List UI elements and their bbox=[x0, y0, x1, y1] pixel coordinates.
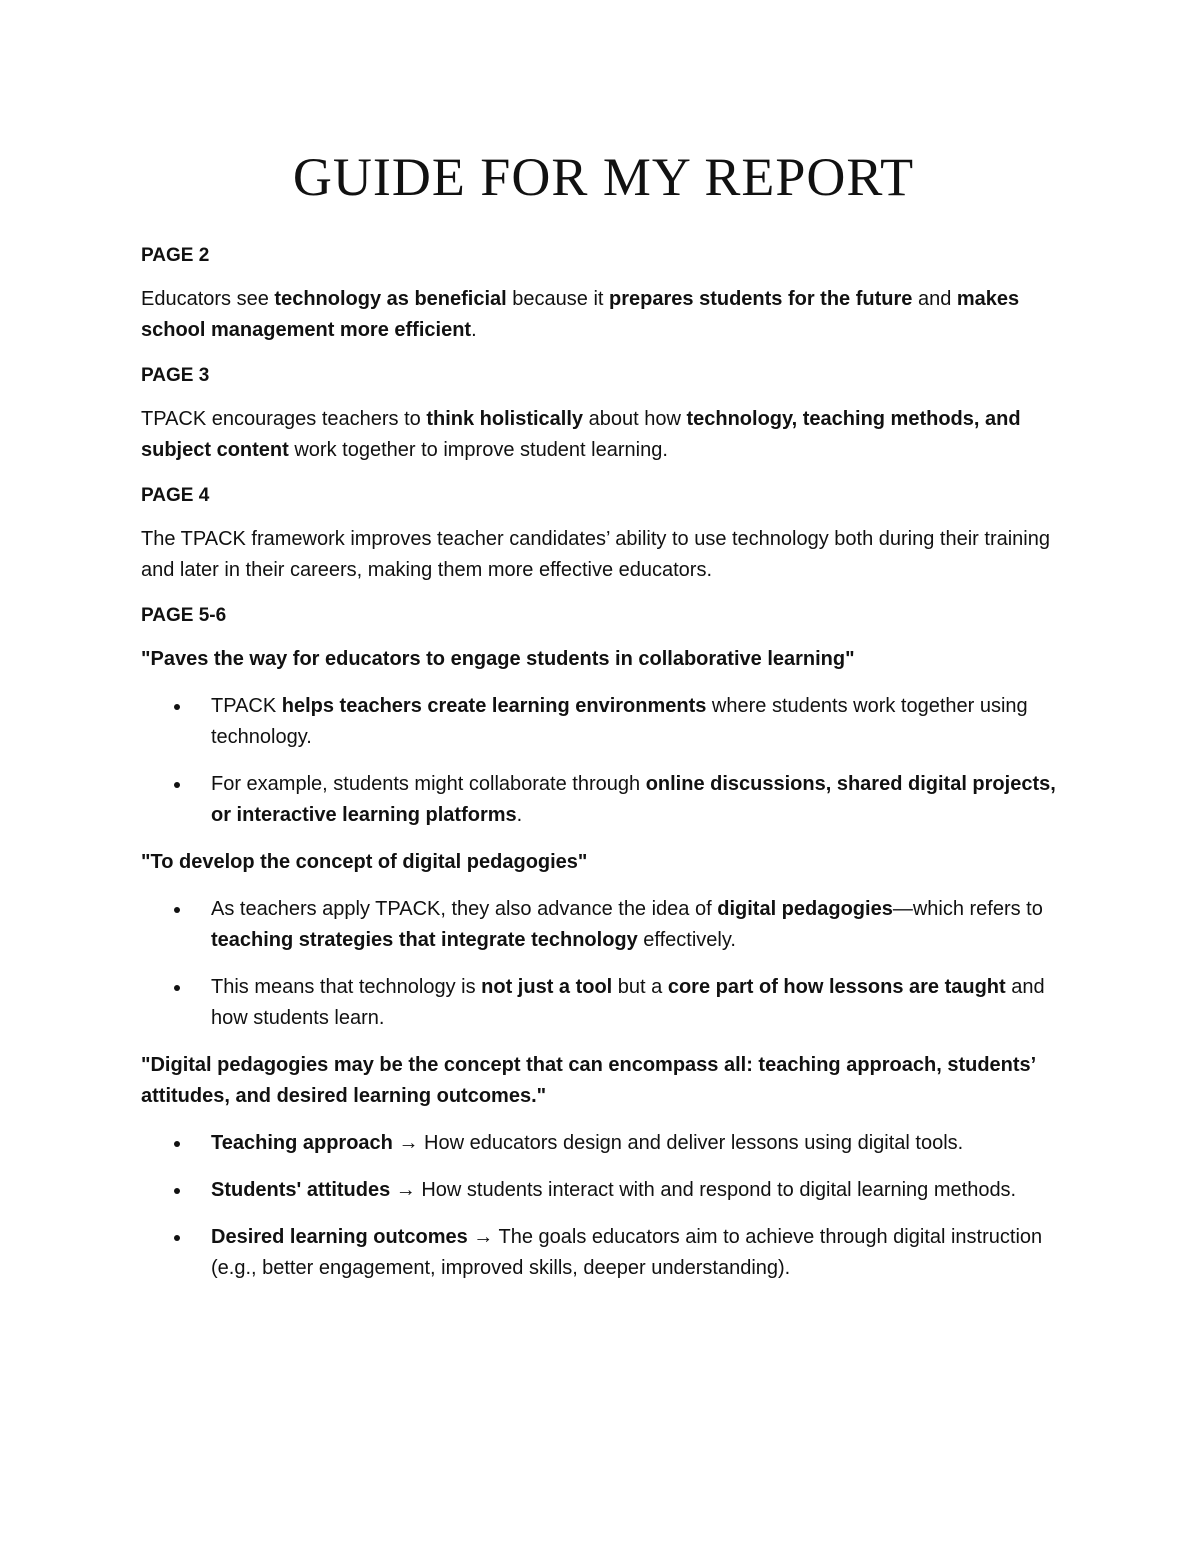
section-heading-page-3: PAGE 3 bbox=[141, 365, 210, 386]
text-run: Educators see bbox=[141, 288, 275, 310]
list-item bbox=[141, 1128, 1066, 1159]
text-run: TPACK bbox=[211, 695, 282, 717]
bullet-list-collaborative bbox=[141, 691, 1066, 831]
list-item bbox=[141, 972, 1066, 1034]
text-run: TPACK encourages teachers to bbox=[141, 408, 427, 430]
text-run: → How educators design and deliver lessons using digital tools. bbox=[392, 1132, 964, 1154]
text-run: effectively. bbox=[637, 929, 736, 951]
bold-run: technology as beneficial bbox=[274, 288, 507, 310]
bold-run: teaching strategies that integrate technology bbox=[211, 929, 638, 951]
bullet-icon bbox=[174, 1141, 180, 1147]
bold-run: Students' attitudes bbox=[211, 1179, 391, 1201]
text-run: As teachers apply TPACK, they also advance the idea of bbox=[211, 898, 718, 920]
bullet-icon bbox=[174, 704, 180, 710]
quote-encompass-all: "Digital pedagogies may be the concept that can encompass all: teaching approach, students’ attitudes, and desired learning outcomes." bbox=[141, 1054, 1036, 1107]
text-run: —which refers to bbox=[892, 898, 1043, 920]
text-run: but a bbox=[612, 976, 668, 998]
bold-run: online discussions, shared digital projects, or interactive learning platforms bbox=[211, 773, 1056, 826]
bold-run: Desired learning outcomes bbox=[211, 1226, 468, 1248]
document-page bbox=[141, 140, 1066, 1300]
bold-run: technology, teaching methods, and subject content bbox=[141, 408, 1021, 461]
bullet-list-encompass bbox=[141, 1128, 1066, 1284]
bullet-list-digital-pedagogies bbox=[141, 894, 1066, 1034]
page-2-paragraph bbox=[141, 284, 1066, 346]
text-run: For example, students might collaborate through bbox=[211, 773, 646, 795]
text-run: about how bbox=[583, 408, 687, 430]
text-run: because it bbox=[506, 288, 610, 310]
bold-run: helps teachers create learning environments bbox=[281, 695, 707, 717]
text-run: → The goals educators aim to achieve through digital instruction (e.g., better engagement, improved skills, deeper understanding). bbox=[211, 1226, 1043, 1279]
text-run: . bbox=[516, 804, 523, 826]
list-item bbox=[141, 691, 1066, 753]
list-item bbox=[141, 1222, 1066, 1284]
bold-run: Teaching approach bbox=[211, 1132, 393, 1154]
text-run: work together to improve student learning. bbox=[288, 439, 668, 461]
quote-collaborative-learning: "Paves the way for educators to engage students in collaborative learning" bbox=[141, 648, 855, 670]
text-run: This means that technology is bbox=[211, 976, 482, 998]
list-item bbox=[141, 894, 1066, 956]
bullet-icon bbox=[174, 1235, 180, 1241]
bold-run: makes school management more efficient bbox=[141, 288, 1020, 341]
page-4-paragraph: The TPACK framework improves teacher candidates’ ability to use technology both during their training and later in their careers, making them more effective educators. bbox=[141, 528, 1050, 581]
bold-run: prepares students for the future bbox=[609, 288, 913, 310]
bold-run: digital pedagogies bbox=[717, 898, 893, 920]
text-run: . bbox=[471, 319, 477, 341]
document-title: GUIDE FOR MY REPORT bbox=[292, 147, 915, 207]
bullet-icon bbox=[174, 907, 180, 913]
bullet-icon bbox=[174, 985, 180, 991]
text-run: → How students interact with and respond to digital learning methods. bbox=[390, 1179, 1017, 1201]
bullet-icon bbox=[174, 1188, 180, 1194]
bold-run: core part of how lessons are taught bbox=[667, 976, 1006, 998]
section-heading-page-5-6: PAGE 5-6 bbox=[141, 605, 227, 626]
text-run: and how students learn. bbox=[211, 976, 1045, 1029]
text-run: where students work together using technology. bbox=[211, 695, 1028, 748]
list-item bbox=[141, 1175, 1066, 1206]
section-heading-page-4: PAGE 4 bbox=[141, 485, 210, 506]
section-heading-page-2: PAGE 2 bbox=[141, 245, 210, 266]
text-run: and bbox=[912, 288, 957, 310]
bold-run: not just a tool bbox=[481, 976, 613, 998]
bold-run: think holistically bbox=[426, 408, 584, 430]
quote-digital-pedagogies: "To develop the concept of digital pedagogies" bbox=[141, 851, 588, 873]
bullet-icon bbox=[174, 782, 180, 788]
page-3-paragraph bbox=[141, 404, 1066, 466]
list-item bbox=[141, 769, 1066, 831]
